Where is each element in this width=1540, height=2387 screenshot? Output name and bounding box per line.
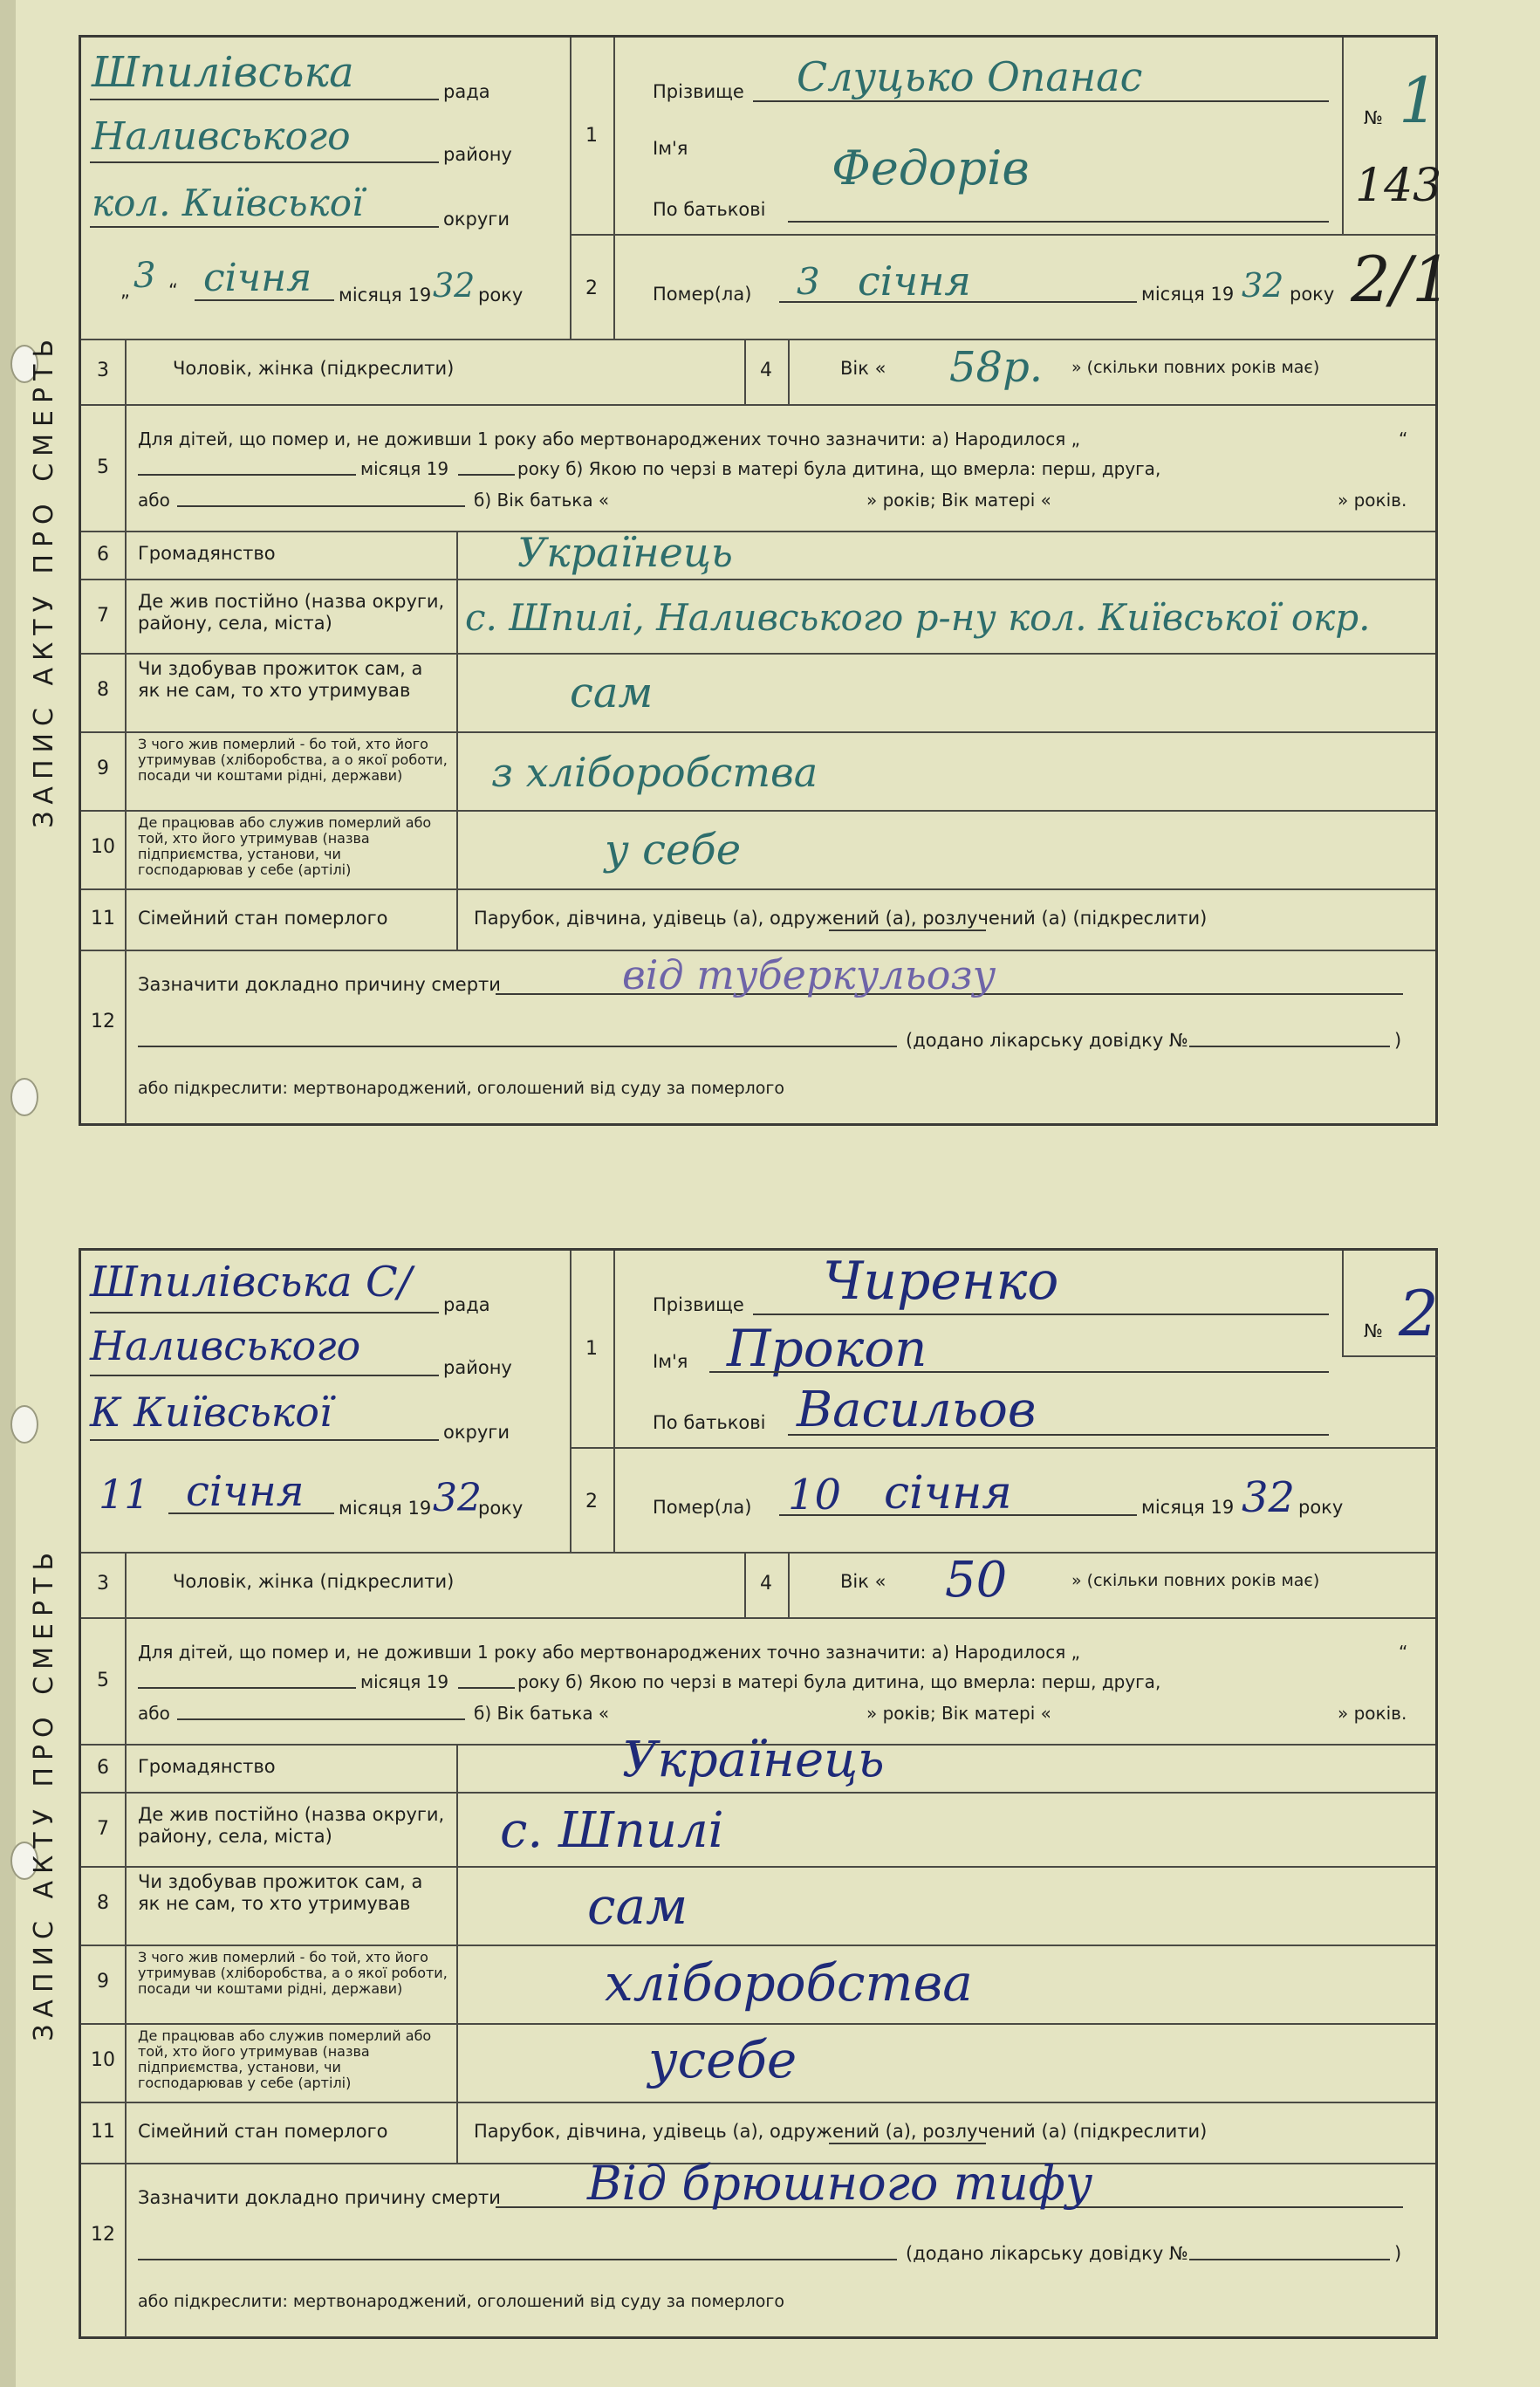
surname-label: Прізвище	[653, 81, 744, 102]
death-label: Помер(ла)	[653, 284, 752, 305]
row-family-status: 11 Сімейний стан померлого Парубок, дівчина, удівець (а), одружений (а), розлучений (а) (підкреслити)	[81, 2102, 1435, 2164]
livelihood-value: сам	[587, 1876, 688, 1936]
row-residence: 7 Де жив постійно (назва округи, району, села, міста) с. Шпилі	[81, 1792, 1435, 1868]
row-livelihood: 8 Чи здобував прожиток сам, а як не сам, то хто утримував сам	[81, 1866, 1435, 1946]
row-sex-age: 3 Чоловік, жінка (підкреслити) 4 Вік « 58р. » (скільки повних років має)	[81, 339, 1435, 406]
row-cause: 12 Зазначити докладно причину смерти Від брюшного тифу (додано лікарську довідку № ) або підкреслити: мертвонароджений, оголошений від суду за померлого	[81, 2163, 1435, 2337]
reg-day: 11	[99, 1471, 150, 1518]
workplace-value: у себе	[605, 826, 742, 875]
reg-month-label: місяця 19	[339, 285, 432, 305]
side-title: ЗАПИС АКТУ ПРО СМЕРТЬ	[28, 333, 59, 828]
reg-month: січня	[186, 1467, 305, 1516]
row-citizenship: 6 Громадянство Українець	[81, 531, 1435, 580]
reg-year: 32	[433, 1476, 482, 1520]
row-workplace: 10 Де працював або служив померлий або той, хто його утримував (назва підприємства, установи, чи господарював у себе (артілі) усебе	[81, 2023, 1435, 2103]
rayon-label: району	[443, 144, 512, 165]
reg-year: 32	[433, 266, 476, 305]
row-livelihood: 8 Чи здобував прожиток сам, а як не сам, то хто утримував сам	[81, 653, 1435, 733]
death-day: 10	[788, 1471, 842, 1519]
margin-note-2: 2/1	[1351, 243, 1452, 316]
surname-value: Чиренко	[823, 1251, 1059, 1312]
row-sex-age: 3 Чоловік, жінка (підкреслити) 4 Вік « 50 » (скільки повних років має)	[81, 1552, 1435, 1619]
row-cause: 12 Зазначити докладно причину смерти від туберкульозу (додано лікарську довідку № ) або підкреслити: мертвонароджений, оголошений від суду за померлого	[81, 950, 1435, 1124]
source-value: з хліборобства	[491, 749, 818, 796]
patronymic-value: Васильов	[797, 1382, 1037, 1438]
source-value: хліборобства	[605, 1953, 973, 2013]
okruha-value: кол. Київської	[92, 182, 364, 224]
age-value: 50	[945, 1552, 1008, 1608]
rada-label: рада	[443, 81, 490, 102]
residence-value: с. Шпилі, Наливського р-ну кол. Київської окр.	[465, 596, 1371, 639]
surname-value: Слуцько Опанас	[797, 53, 1143, 100]
row-family-status: 11 Сімейний стан померлого Парубок, дівчина, удівець (а), одружений (а), розлучений (а) (підкреслити)	[81, 888, 1435, 951]
cause-value: від туберкульозу	[622, 951, 996, 998]
okruha-label: округи	[443, 209, 510, 230]
row-children: 5 Для дітей, що помер и, не доживши 1 року або мертвонароджених точно зазначити: а) Народилося „ “ місяця 19 року б) Якою по черзі в матері була дитина, що вмерла: перш, друга, або б) Вік батька « » років; Вік матері « » років.	[81, 1617, 1435, 1746]
reg-month: січня	[203, 256, 312, 300]
rada-value: Шпилівська С/	[90, 1258, 412, 1307]
residence-value: с. Шпилі	[500, 1802, 724, 1859]
death-month: січня	[858, 257, 971, 305]
rayon-value: Наливського	[92, 114, 351, 159]
death-month: січня	[884, 1467, 1012, 1519]
death-day: 3	[797, 260, 820, 303]
cause-value: Від брюшного тифу	[587, 2156, 1093, 2211]
header-block: Шпилівська рада Наливського району кол. Київської округи „ 3 “ січня місяця 19 32 року 1 2 Прізвище Слуцько Опанас Ім'я Федорів По батькові Помер(ла) 3 січня місяця 19 32 року № 1 143 2/1	[81, 38, 1435, 340]
death-year: 32	[1242, 266, 1284, 305]
rayon-value: Наливського	[90, 1322, 361, 1369]
age-value: 58р.	[949, 343, 1044, 392]
death-record-card-1	[79, 35, 1452, 1126]
name-value: Федорів	[832, 141, 1030, 195]
age-label: Вік «	[840, 358, 886, 379]
reg-year-label: року	[478, 285, 524, 305]
number-sign: №	[1364, 107, 1383, 128]
record-number: 2	[1399, 1277, 1439, 1350]
age-tail: » (скільки повних років має)	[1071, 358, 1320, 377]
row-source: 9 З чого жив померлий - бо той, хто його утримував (хліборобства, а о якої роботи, посади чи коштами рідні, держави) з хліборобства	[81, 731, 1435, 812]
side-title: ЗАПИС АКТУ ПРО СМЕРТЬ	[28, 1546, 59, 2041]
row-citizenship: 6 Громадянство Українець	[81, 1744, 1435, 1794]
rada-value: Шпилівська	[92, 48, 354, 97]
header-block: Шпилівська С/ рада Наливського району К Київської округи 11 січня місяця 19 32 року 1 2 Прізвище Чиренко Ім'я Прокоп По батькові Васильов Помер(ла) 10 січня місяця 19 32 року № 2	[81, 1251, 1435, 1554]
margin-note: 143	[1355, 160, 1442, 212]
citizenship-value: Українець	[517, 529, 733, 576]
reg-day: 3	[133, 256, 156, 296]
name-value: Прокоп	[727, 1319, 927, 1378]
row-children: 5 Для дітей, що помер и, не доживши 1 року або мертвонароджених точно зазначити: а) Народилося „ “ місяця 19 року б) Якою по черзі в матері була дитина, що вмерла: перш, друга, або б) Вік батька « » років; Вік матері « » років.	[81, 404, 1435, 532]
livelihood-value: сам	[570, 669, 654, 717]
death-record-card-2	[79, 1248, 1438, 2339]
patronymic-label: По батькові	[653, 199, 766, 220]
name-label: Ім'я	[653, 138, 688, 159]
family-options: Парубок, дівчина, удівець (а), одружений (а), розлучений (а) (підкреслити)	[474, 2121, 1208, 2142]
death-month-label: місяця 19	[1141, 284, 1235, 305]
row-residence: 7 Де жив постійно (назва округи, району, села, міста) с. Шпилі, Наливського р-ну кол. Київської окр.	[81, 579, 1435, 655]
row-source: 9 З чого жив померлий - бо той, хто його утримував (хліборобства, а о якої роботи, посади чи коштами рідні, держави) хліборобства	[81, 1945, 1435, 2025]
death-year: 32	[1242, 1473, 1296, 1522]
citizenship-value: Українець	[622, 1732, 885, 1788]
sex-label: Чоловік, жінка (підкреслити)	[173, 358, 455, 379]
record-number: 1	[1399, 64, 1439, 137]
row-workplace: 10 Де працював або служив померлий або той, хто його утримував (назва підприємства, установи, чи господарював у себе (артілі) у себе	[81, 810, 1435, 890]
workplace-value: усебе	[648, 2030, 797, 2089]
okruha-value: К Київської	[90, 1389, 332, 1436]
family-options: Парубок, дівчина, удівець (а), одружений (а), розлучений (а) (підкреслити)	[474, 908, 1208, 929]
